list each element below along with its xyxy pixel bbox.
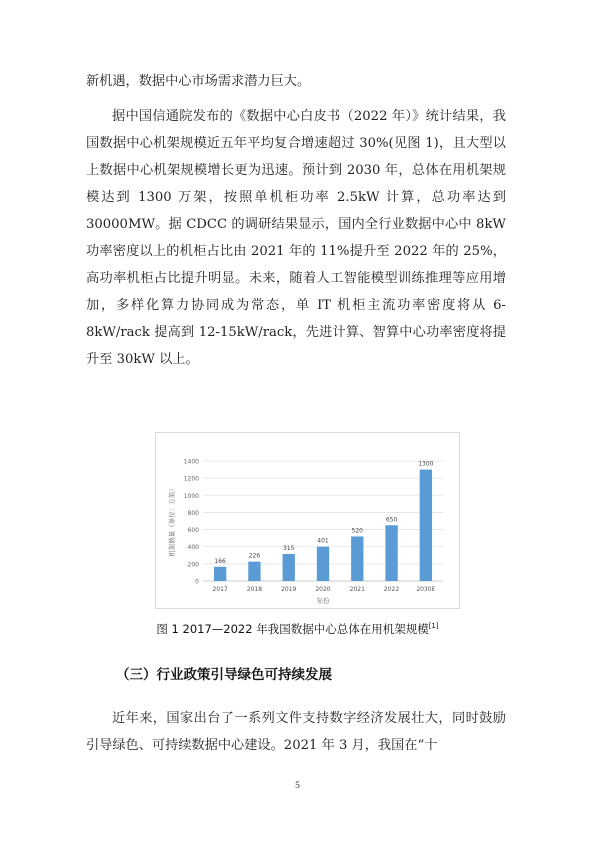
x-tick-label: 2022 xyxy=(383,586,400,593)
page-number: 5 xyxy=(295,781,300,791)
y-tick-label: 1000 xyxy=(183,492,199,500)
paragraph-main: 据中国信通院发布的《数据中心白皮书（2022 年）》统计结果，我国数据中心机架规模近五年平均复合增速超过 30%(见图 1)，且大型以上数据中心机架规模增长更为迅速。预计到 2030 年，总体在用机架规模达到 1300 万架，按照单机柜功率 2.5kW 计算，总功率达到 30000MW。据 CDCC 的调研结果显示，国内全行业数据中心中 8kW 功率密度以上的机柜占比由 2021 年的 11%提升至 2022 年的 25%，高功率机柜占比提升明显。未来，随着人工智能模型训练推理等应用增加，多样化算力协同成为常态，单 IT 机柜主流功率密度将从 6-8kW/rack 提高到 12-15kW/rack，先进计算、智算中心功率密度将提升至 30kW 以上。 xyxy=(86,109,506,367)
y-tick-label: 1200 xyxy=(183,475,199,483)
x-tick-label: 2020 xyxy=(315,586,331,593)
x-tick-label: 2018 xyxy=(246,586,263,593)
bar xyxy=(248,562,260,581)
figure-chart xyxy=(155,432,460,609)
data-label: 650 xyxy=(385,516,398,524)
data-label: 226 xyxy=(248,552,261,560)
data-label: 315 xyxy=(282,545,295,552)
y-tick-label: 800 xyxy=(187,509,199,517)
y-tick-label: 0 xyxy=(195,578,199,586)
section-heading: （三）行业政策引导绿色可持续发展 xyxy=(116,667,332,683)
figure-caption-ref: [1] xyxy=(428,622,439,631)
x-tick-label: 2030E xyxy=(416,586,436,593)
y-tick-label: 1400 xyxy=(183,458,199,466)
y-tick-label: 600 xyxy=(187,527,199,535)
bar xyxy=(351,536,363,581)
x-tick-label: 2019 xyxy=(281,586,297,593)
bar xyxy=(317,547,329,581)
y-tick-label: 400 xyxy=(187,544,199,552)
x-tick-label: 2021 xyxy=(349,586,365,593)
paragraph-policy: 近年来，国家出台了一系列文件支持数字经济发展壮大，同时鼓励引导绿色、可持续数据中心建设。2021 年 3 月，我国在“十 xyxy=(86,711,506,753)
bar xyxy=(214,567,226,581)
bar xyxy=(283,554,295,581)
data-label: 401 xyxy=(317,537,329,545)
bar-chart xyxy=(156,433,459,608)
data-label: 166 xyxy=(214,557,226,565)
figure-caption xyxy=(0,621,595,637)
y-tick-label: 200 xyxy=(187,561,199,569)
data-label: 1300 xyxy=(418,460,434,468)
bar xyxy=(385,525,397,581)
data-label: 520 xyxy=(351,527,364,535)
x-tick-label: 2017 xyxy=(212,586,228,593)
y-axis-label: 机架数量（单位：万架） xyxy=(168,485,176,557)
bar xyxy=(420,470,432,581)
paragraph-intro: 新机遇，数据中心市场需求潜力巨大。 xyxy=(86,74,311,89)
figure-caption-text: 图 1 2017—2022 年我国数据中心总体在用机架规模 xyxy=(156,622,429,636)
x-axis-label: 年份 xyxy=(316,597,330,605)
